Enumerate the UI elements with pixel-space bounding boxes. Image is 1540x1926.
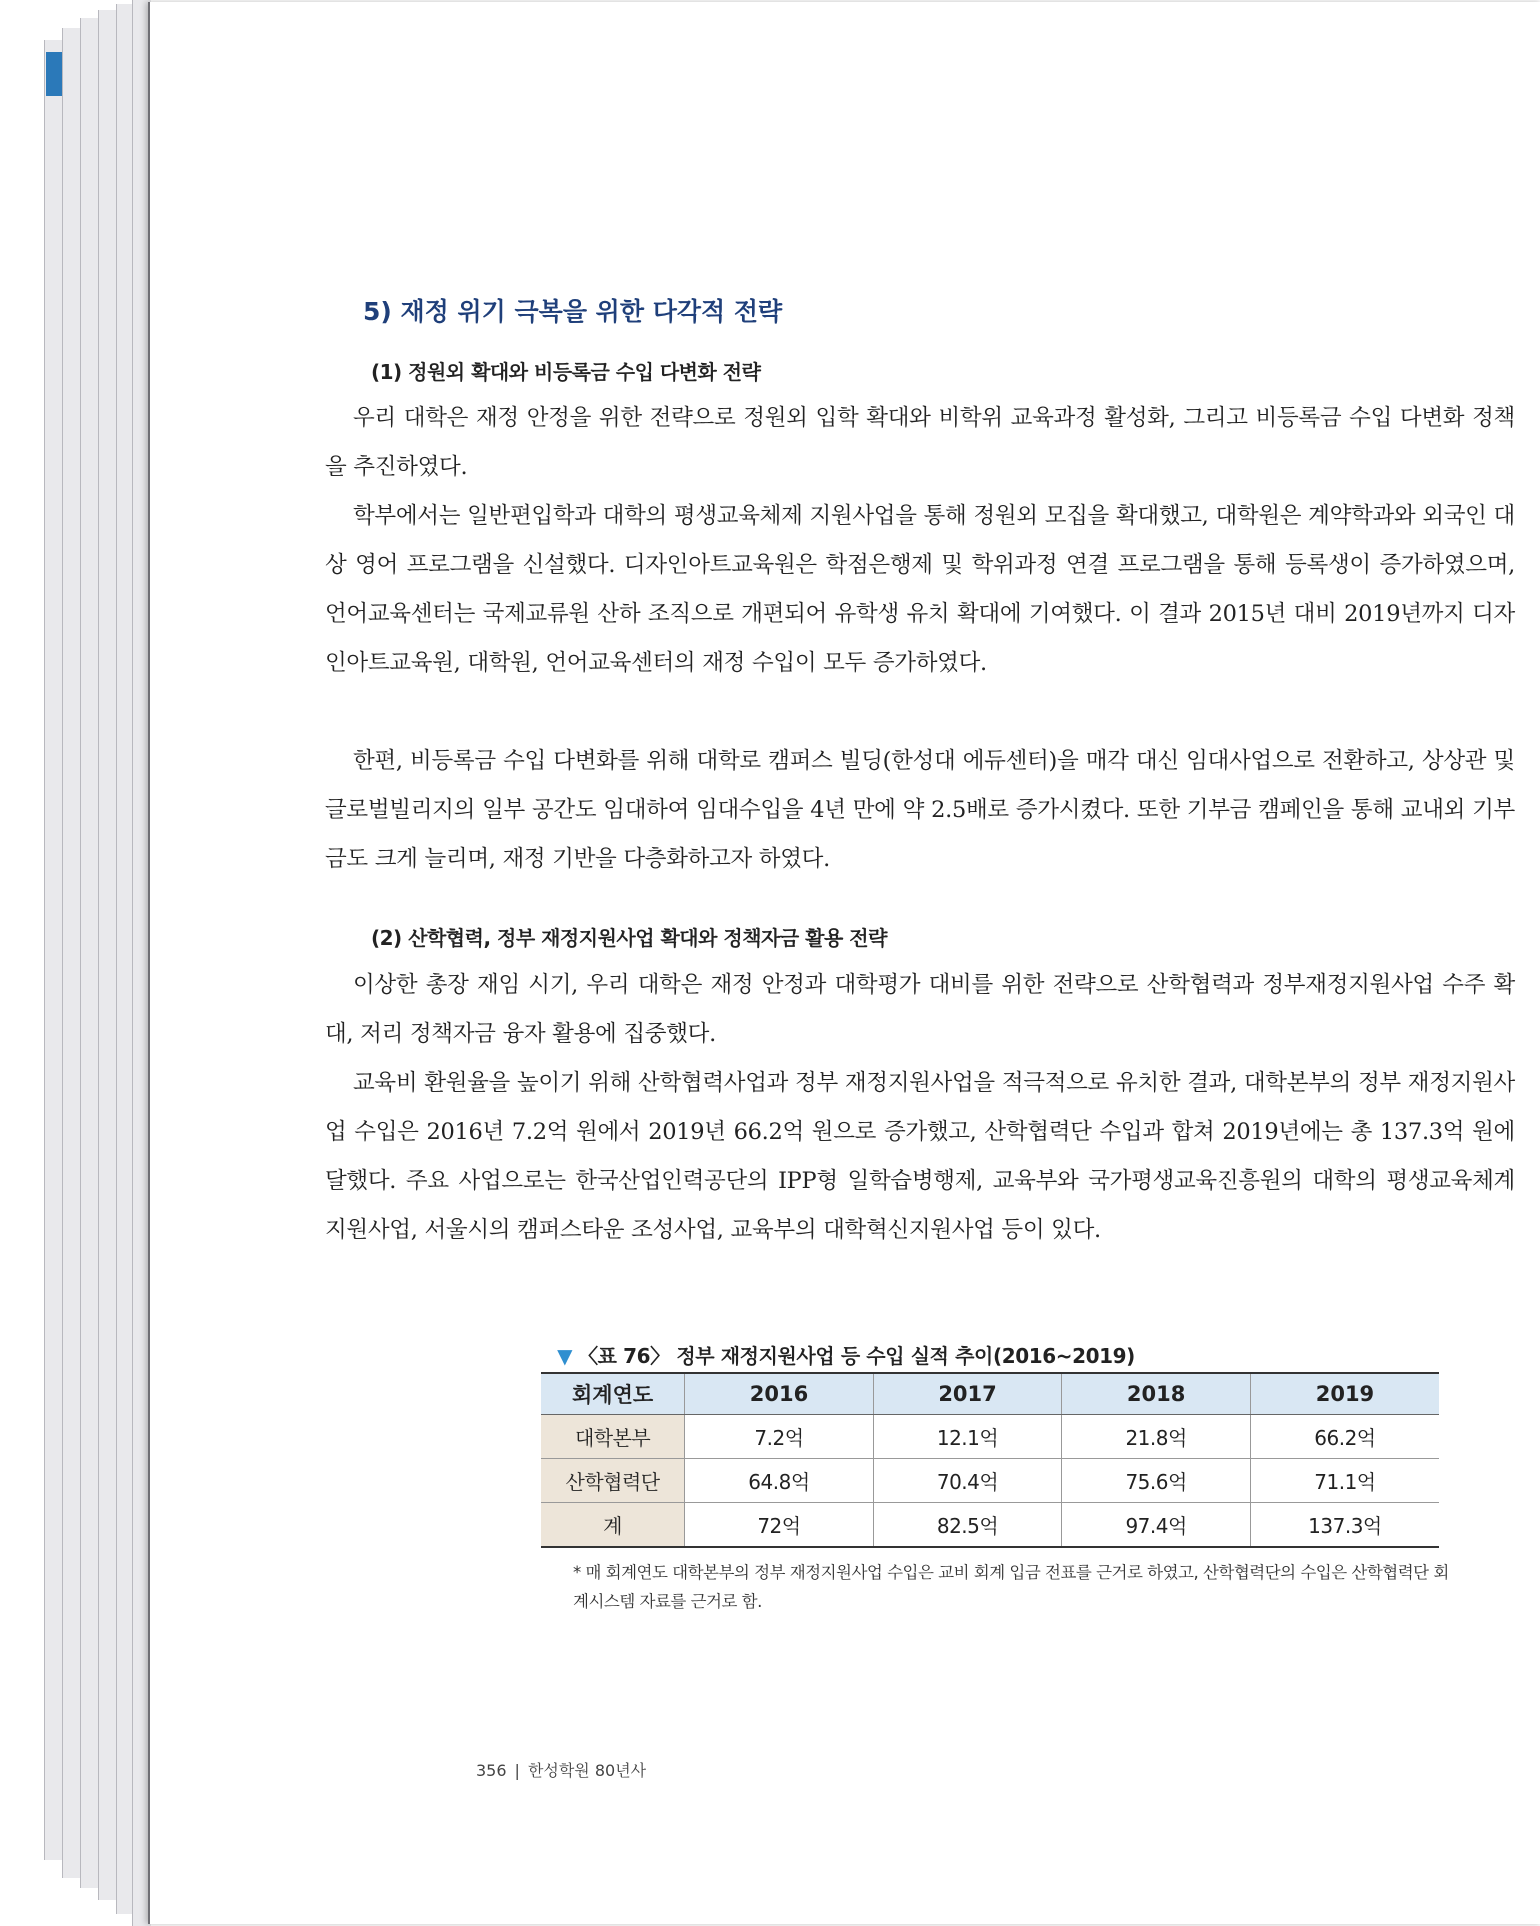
page-footer [476, 1758, 646, 1781]
table-row [541, 1503, 1439, 1548]
table-header-cell: 2018 [1062, 1373, 1251, 1415]
table-footnote: * 매 회계연도 대학본부의 정부 재정지원사업 수입은 교비 회계 입금 전표를 근거로 하였고, 산학협력단의 수입은 산학협력단 회계시스템 자료를 근거로 함. [573, 1563, 1449, 1611]
table-cell: 82.5억 [873, 1503, 1062, 1548]
table-header-row [541, 1373, 1439, 1415]
table-cell: 7.2억 [685, 1415, 874, 1459]
table-cell: 70.4억 [873, 1459, 1062, 1503]
paragraph: 학부에서는 일반편입학과 대학의 평생교육체제 지원사업을 통해 정원외 모집을 확대했고, 대학원은 계약학과와 외국인 대상 영어 프로그램을 신설했다. 디자인아트교육원은 학점은행제 및 학위과정 연결 프로그램을 통해 등록생이 증가하였으며, 언어교육센터는 국제교류원 산하 조직으로 개편되어 유학생 유치 확대에 기여했다. 이 결과 2015년 대비 2019년까지 디자인아트교육원, 대학원, 언어교육센터의 재정 수입이 모두 증가하였다. [325, 503, 1515, 676]
footer-separator: | [514, 1761, 520, 1780]
table-cell: 21.8억 [1062, 1415, 1251, 1459]
document-page [148, 2, 1540, 1924]
paragraph: 우리 대학은 재정 안정을 위한 전략으로 정원외 입학 확대와 비학위 교육과정 활성화, 그리고 비등록금 수입 다변화 정책을 추진하였다. [325, 405, 1515, 480]
table-header-cell: 2019 [1250, 1373, 1439, 1415]
table-cell: 12.1억 [873, 1415, 1062, 1459]
paragraph: 교육비 환원율을 높이기 위해 산학협력사업과 정부 재정지원사업을 적극적으로 유치한 결과, 대학본부의 정부 재정지원사업 수입은 2016년 7.2억 원에서 2019년 66.2억 원으로 증가했고, 산학협력단 수입과 합쳐 2019년에는 총 137.3억 원에 달했다. 주요 사업으로는 한국산업인력공단의 IPP형 일학습병행제, 교육부와 국가평생교육진흥원의 대학의 평생교육체계 지원사업, 서울시의 캠퍼스타운 조성사업, 교육부의 대학혁신지원사업 등이 있다. [325, 1070, 1515, 1243]
table-row [541, 1415, 1439, 1459]
table-cell: 71.1억 [1250, 1459, 1439, 1503]
book-title: 한성학원 80년사 [527, 1761, 647, 1780]
book-page-stack [0, 0, 150, 1926]
table-row-header: 대학본부 [541, 1415, 685, 1459]
table-cell: 75.6억 [1062, 1459, 1251, 1503]
table-caption [150, 1340, 1540, 1369]
section-title: 5) 재정 위기 극복을 위한 다각적 전략 [363, 297, 783, 326]
table-cell: 97.4억 [1062, 1503, 1251, 1548]
table-cell: 66.2억 [1250, 1415, 1439, 1459]
table-cell: 64.8억 [685, 1459, 874, 1503]
table-header-cell: 2016 [685, 1373, 874, 1415]
page-number: 356 [476, 1761, 507, 1780]
triangle-down-icon: ▼ [557, 1344, 573, 1368]
table-cell: 72억 [685, 1503, 874, 1548]
table-row-header: 계 [541, 1503, 685, 1548]
chapter-tab-marker [46, 52, 62, 96]
table-caption-text: 〈표 76〉 정부 재정지원사업 등 수입 실적 추이(2016~2019) [578, 1344, 1135, 1368]
subsection-title-1: (1) 정원외 확대와 비등록금 수입 다변화 전략 [371, 360, 761, 384]
table-header-cell: 2017 [873, 1373, 1062, 1415]
table-row-header: 산학협력단 [541, 1459, 685, 1503]
table-row [541, 1459, 1439, 1503]
table-header-cell: 회계연도 [541, 1373, 685, 1415]
subsection-title-2: (2) 산학협력, 정부 재정지원사업 확대와 정책자금 활용 전략 [371, 926, 887, 950]
paragraph: 한편, 비등록금 수입 다변화를 위해 대학로 캠퍼스 빌딩(한성대 에듀센터)을 매각 대신 임대사업으로 전환하고, 상상관 및 글로벌빌리지의 일부 공간도 임대하여 임대수입을 4년 만에 약 2.5배로 증가시켰다. 또한 기부금 캠페인을 통해 교내외 기부금도 크게 늘리며, 재정 기반을 다층화하고자 하였다. [325, 748, 1515, 872]
revenue-table [541, 1372, 1439, 1548]
paragraph: 이상한 총장 재임 시기, 우리 대학은 재정 안정과 대학평가 대비를 위한 전략으로 산학협력과 정부재정지원사업 수주 확대, 저리 정책자금 융자 활용에 집중했다. [325, 972, 1515, 1047]
table-cell: 137.3억 [1250, 1503, 1439, 1548]
